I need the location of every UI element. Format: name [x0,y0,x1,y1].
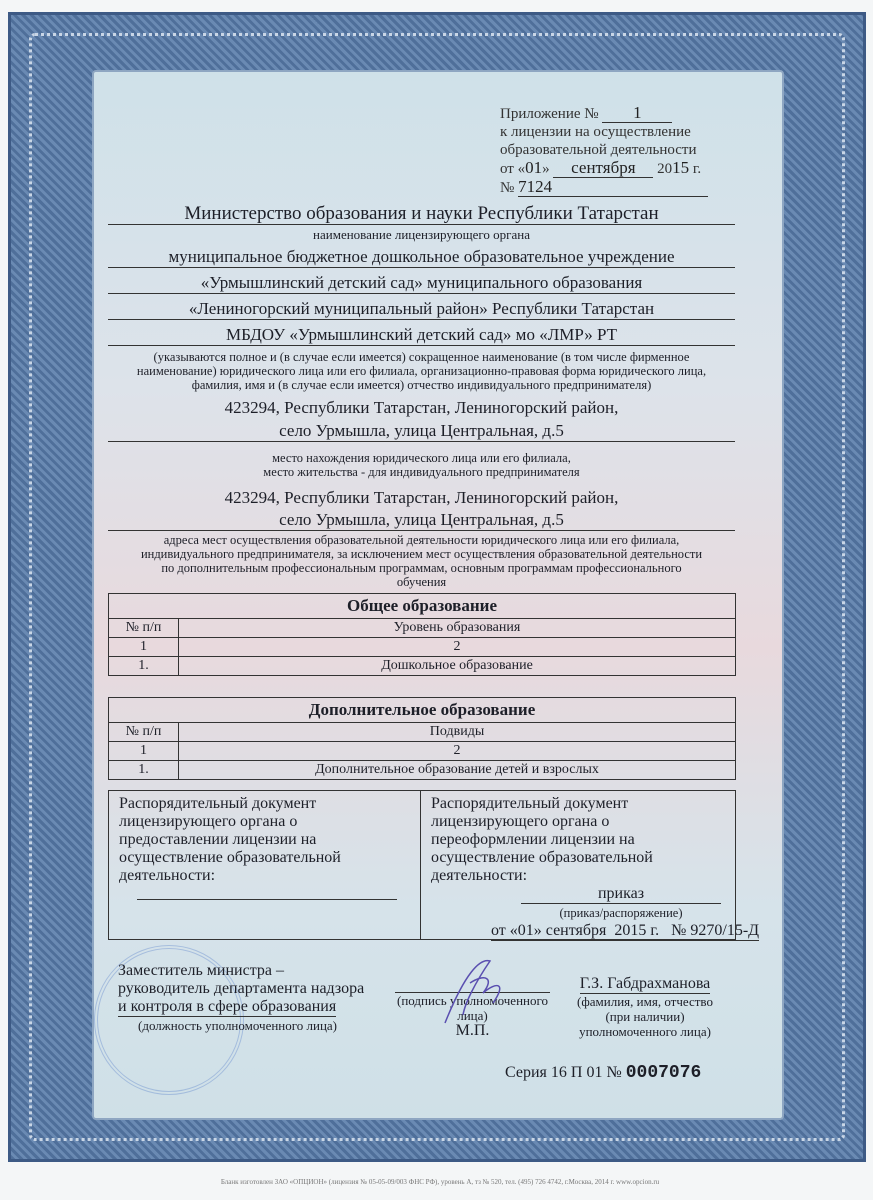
date-prefix: от « [500,161,526,177]
appendix-number: 1 [602,104,672,123]
table-row [109,657,736,676]
grant-document-blank [137,899,397,900]
position-line: Заместитель министра – [118,962,284,979]
column-header: Подвиды [179,723,736,742]
column-header: № п/п [109,619,179,638]
number-label: № [606,1064,622,1081]
signatory-name: Г.З. Габдрахманова [579,975,711,992]
table-title: Общее образование [109,594,736,619]
licensee-short-name: МБДОУ «Урмышлинский детский сад» мо «ЛМР» РТ [108,325,735,346]
year-prefix: 20 [657,161,673,177]
reissue-document-text: Распорядительный документ лицензирующего органа о переоформлении лицензии на осуществление образовательной деятельности: [431,795,653,884]
name-caption: (фамилия, имя, отчество (при наличии) уполномоченного лица) [577,994,713,1039]
reissue-document-box [420,790,760,940]
table-title: Дополнительное образование [109,698,736,723]
row-number: 1. [109,761,179,780]
grant-document-box [108,790,421,940]
date-mid: » [542,161,550,177]
additional-education-table [108,697,736,780]
column-header: Уровень образования [179,619,736,638]
signatory-name-block [565,975,725,1039]
licensee-line: муниципальное бюджетное дошкольное образовательное учреждение [108,247,735,268]
index-cell: 1 [109,742,179,761]
licensee-line: «Урмышлинский детский сад» муниципального образования [108,273,735,294]
series-value: 16 П 01 [550,1064,603,1081]
number-label: № [500,180,515,196]
index-cell: 1 [109,638,179,657]
year-suffix: 15 [672,158,690,177]
date-day: 01 [525,158,543,177]
location-line: 423294, Республики Татарстан, Лениногорский район, [224,398,619,417]
blank-number: 0007076 [625,1063,702,1083]
signature-block [395,992,550,1038]
grant-document-text: Распорядительный документ лицензирующего органа о предоставлении лицензии на осуществление образовательной деятельности: [119,795,341,884]
licensee-caption: (указываются полное и (в случае если имеется) сокращенное наименование (в том числе фирменное наименование) юридического лица или его филиала, организационно-правовая форма юридического лица, фамилия, имя и (в случае если имеется) отчество индивидуального предпринимателя) [136,350,707,392]
position-line: руководитель департамента надзора [118,980,365,997]
row-value: Дополнительное образование детей и взрослых [179,761,736,780]
authority-caption: наименование лицензирующего органа [313,227,530,242]
signature-caption: (подпись уполномоченного лица) [397,993,548,1023]
document-type-caption: (приказ/распоряжение) [559,906,683,920]
date-month: сентября [553,159,653,178]
row-number: 1. [109,657,179,676]
position-line: и контроля в сфере образования [118,998,337,1015]
series-number [505,1063,701,1083]
authority-name: Министерство образования и науки Республики Татарстан [108,204,735,225]
document-date-number: от «01» сентября 2015 г. № 9270/15-Д [491,922,760,939]
document-type: приказ [521,885,721,904]
row-value: Дошкольное образование [179,657,736,676]
handwritten-signature [435,953,515,1033]
table-row [109,761,736,780]
general-education-table [108,593,736,676]
position-caption: (должность уполномоченного лица) [138,1018,338,1033]
location-caption: место нахождения юридического лица или его филиала, место жительства - для индивидуального предпринимателя [263,451,580,479]
activity-address-line: 423294, Республики Татарстан, Лениногорский район, [224,488,619,507]
activity-address-line: село Урмышла, улица Центральная, д.5 [108,510,735,531]
index-cell: 2 [179,742,736,761]
series-label: Серия [505,1064,547,1081]
header-line1: к лицензии на осуществление [500,124,691,140]
appendix-header [500,104,708,197]
location-line: село Урмышла, улица Центральная, д.5 [108,421,735,442]
header-line2: образовательной деятельности [500,142,697,158]
stamp-label: М.П. [455,1022,490,1039]
column-header: № п/п [109,723,179,742]
index-cell: 2 [179,638,736,657]
license-number: 7124 [518,178,708,197]
year-end: г. [692,161,702,177]
printer-footer: Бланк изготовлен ЗАО «ОПЦИОН» (лицензия № 05-05-09/003 ФНС РФ), уровень А, тз № 520, тел. (495) 726 4742, г.Москва, 2014 г. www.opcion.ru [220,1178,660,1186]
activity-address-caption: адреса мест осуществления образовательной деятельности юридического лица или его филиала, индивидуального предпринимателя, за исключением мест осуществления образовательной деятельности по дополнительным профессиональным программам, основным программам профессионального обучения [140,533,703,589]
licensee-line: «Лениногорский муниципальный район» Республики Татарстан [108,299,735,320]
appendix-label: Приложение № [500,106,599,122]
signatory-position [118,962,364,1035]
